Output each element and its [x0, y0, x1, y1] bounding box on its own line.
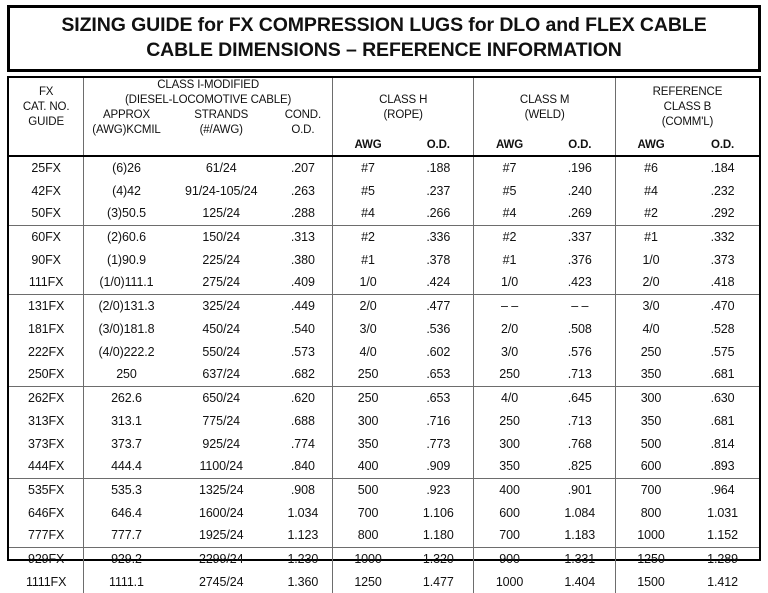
cell-class-h-od: 1.477 [403, 570, 474, 593]
cell-class-h-awg: 2/0 [332, 294, 403, 317]
cell-class-b-od: .470 [686, 294, 759, 317]
cell-approx-kcmil: 250 [84, 363, 169, 386]
cell-catalog-number: 313FX [9, 409, 84, 432]
cell-class-h-awg: 1250 [332, 570, 403, 593]
cell-class-h-od: .188 [403, 156, 474, 179]
header-spacer-strands [169, 138, 274, 156]
table-row [9, 455, 759, 478]
header-catalog-number [9, 78, 84, 139]
cell-class-b-od: 1.412 [686, 570, 759, 593]
header-spacer-cond [274, 138, 333, 156]
title-line-2: CABLE DIMENSIONS – REFERENCE INFORMATION [14, 38, 754, 63]
cell-conductor-od: .774 [274, 432, 333, 455]
header-class-m-awg: AWG [474, 138, 545, 156]
header-class-h-title: CLASS H [333, 93, 473, 108]
cell-class-m-od: .901 [545, 478, 616, 501]
header-spacer-approx [84, 138, 169, 156]
cell-conductor-od: .313 [274, 225, 333, 248]
table-header [9, 78, 759, 157]
cell-class-m-od: .423 [545, 271, 616, 294]
cell-strands: 2745/24 [169, 570, 274, 593]
cell-class-m-awg: 3/0 [474, 340, 545, 363]
cell-catalog-number: 262FX [9, 386, 84, 409]
header-class-b-l1: REFERENCE [616, 85, 759, 100]
cell-class-m-od: .713 [545, 409, 616, 432]
cell-catalog-number: 131FX [9, 294, 84, 317]
cell-catalog-number: 50FX [9, 202, 84, 225]
cell-class-m-awg: #5 [474, 179, 545, 202]
cell-class-b-awg: 500 [615, 432, 686, 455]
header-strands-l1: STRANDS [169, 108, 274, 123]
cell-class-h-od: .336 [403, 225, 474, 248]
cell-class-b-awg: 3/0 [615, 294, 686, 317]
header-conductor-od [274, 108, 333, 138]
cell-approx-kcmil: 444.4 [84, 455, 169, 478]
cell-class-b-od: .630 [686, 386, 759, 409]
cell-class-m-od: .376 [545, 248, 616, 271]
cell-class-b-awg: 1000 [615, 524, 686, 547]
cell-catalog-number: 373FX [9, 432, 84, 455]
cell-class-b-awg: 350 [615, 363, 686, 386]
cell-class-m-awg: 250 [474, 363, 545, 386]
cell-class-b-awg: 800 [615, 501, 686, 524]
cell-strands: 125/24 [169, 202, 274, 225]
header-group-row [9, 78, 759, 108]
cell-class-h-awg: 700 [332, 501, 403, 524]
cell-class-m-awg: 400 [474, 478, 545, 501]
cell-conductor-od: 1.360 [274, 570, 333, 593]
cell-class-b-awg: #1 [615, 225, 686, 248]
cell-class-b-od: .893 [686, 455, 759, 478]
cell-approx-kcmil: (3)50.5 [84, 202, 169, 225]
cell-catalog-number: 444FX [9, 455, 84, 478]
cell-catalog-number: 222FX [9, 340, 84, 363]
table-row [9, 340, 759, 363]
cell-approx-kcmil: (4/0)222.2 [84, 340, 169, 363]
cell-class-m-od: .645 [545, 386, 616, 409]
cell-catalog-number: 42FX [9, 179, 84, 202]
cell-approx-kcmil: 262.6 [84, 386, 169, 409]
cell-class-h-od: .653 [403, 363, 474, 386]
cell-class-b-awg: #6 [615, 156, 686, 179]
header-class-b-l3: (COMM'L) [616, 115, 759, 130]
cell-conductor-od: .409 [274, 271, 333, 294]
table-row [9, 156, 759, 179]
cell-class-h-awg: 250 [332, 363, 403, 386]
cell-class-m-awg: 600 [474, 501, 545, 524]
cell-class-h-awg: #5 [332, 179, 403, 202]
cell-class-m-od: .337 [545, 225, 616, 248]
table-row [9, 294, 759, 317]
header-strands-l2: (#/AWG) [169, 123, 274, 138]
header-class-i-title: CLASS I-MODIFIED [84, 78, 332, 93]
cell-class-b-awg: 600 [615, 455, 686, 478]
cell-conductor-od: 1.123 [274, 524, 333, 547]
header-class-i-subtitle: (DIESEL-LOCOMOTIVE CABLE) [84, 93, 332, 108]
cell-class-b-od: .418 [686, 271, 759, 294]
table-row [9, 363, 759, 386]
cell-class-b-od: .373 [686, 248, 759, 271]
header-class-h-od: O.D. [403, 138, 474, 156]
header-class-h-awg: AWG [332, 138, 403, 156]
cell-class-m-awg: 1/0 [474, 271, 545, 294]
cell-class-h-od: .773 [403, 432, 474, 455]
title-block [7, 5, 761, 72]
cell-conductor-od: .263 [274, 179, 333, 202]
cell-class-b-od: .232 [686, 179, 759, 202]
cell-class-h-awg: 4/0 [332, 340, 403, 363]
cell-catalog-number: 1111FX [9, 570, 84, 593]
cell-class-m-od: .768 [545, 432, 616, 455]
cell-class-h-od: 1.106 [403, 501, 474, 524]
cell-class-b-awg: 350 [615, 409, 686, 432]
table-row [9, 570, 759, 593]
table-row [9, 478, 759, 501]
cell-class-m-awg: #4 [474, 202, 545, 225]
cell-class-m-od: .576 [545, 340, 616, 363]
cell-class-b-od: 1.289 [686, 547, 759, 570]
cell-class-h-od: .424 [403, 271, 474, 294]
cell-strands: 775/24 [169, 409, 274, 432]
header-class-h-subtitle: (ROPE) [333, 108, 473, 123]
cell-strands: 150/24 [169, 225, 274, 248]
cell-strands: 1325/24 [169, 478, 274, 501]
cell-class-b-od: .964 [686, 478, 759, 501]
cell-catalog-number: 646FX [9, 501, 84, 524]
cell-conductor-od: .540 [274, 317, 333, 340]
cell-catalog-number: 60FX [9, 225, 84, 248]
header-subcolumn-row-lower [9, 138, 759, 156]
cell-catalog-number: 111FX [9, 271, 84, 294]
cell-approx-kcmil: (4)42 [84, 179, 169, 202]
cell-class-b-od: .292 [686, 202, 759, 225]
cell-class-m-od: – – [545, 294, 616, 317]
cell-conductor-od: .908 [274, 478, 333, 501]
cell-class-m-awg: 4/0 [474, 386, 545, 409]
cell-class-h-awg: 1000 [332, 547, 403, 570]
cell-conductor-od: .380 [274, 248, 333, 271]
cell-approx-kcmil: 313.1 [84, 409, 169, 432]
header-class-m-subtitle: (WELD) [474, 108, 614, 123]
cell-conductor-od: .573 [274, 340, 333, 363]
header-class-b-od: O.D. [686, 138, 759, 156]
cell-class-h-awg: 1/0 [332, 271, 403, 294]
cell-class-m-awg: 2/0 [474, 317, 545, 340]
cell-strands: 2299/24 [169, 547, 274, 570]
header-catalog-l2: CAT. NO. [9, 100, 83, 115]
cell-class-h-awg: 3/0 [332, 317, 403, 340]
cell-class-m-awg: 700 [474, 524, 545, 547]
header-strands [169, 108, 274, 138]
cell-class-h-od: .909 [403, 455, 474, 478]
cell-class-m-od: .269 [545, 202, 616, 225]
cell-class-m-awg: 250 [474, 409, 545, 432]
cell-class-m-awg: 900 [474, 547, 545, 570]
cell-conductor-od: .449 [274, 294, 333, 317]
header-group-class-i-modified [84, 78, 333, 108]
cell-class-m-awg: – – [474, 294, 545, 317]
cell-class-m-od: .825 [545, 455, 616, 478]
header-catalog-l1: FX [9, 85, 83, 100]
cell-strands: 1925/24 [169, 524, 274, 547]
table-row [9, 225, 759, 248]
cell-class-h-od: 1.320 [403, 547, 474, 570]
table-row [9, 179, 759, 202]
cell-class-m-awg: 300 [474, 432, 545, 455]
cell-class-b-awg: 300 [615, 386, 686, 409]
cell-catalog-number: 929FX [9, 547, 84, 570]
table-row [9, 432, 759, 455]
cell-approx-kcmil: 373.7 [84, 432, 169, 455]
cell-class-h-od: .923 [403, 478, 474, 501]
cell-class-h-od: 1.180 [403, 524, 474, 547]
cell-strands: 550/24 [169, 340, 274, 363]
title-line-1: SIZING GUIDE for FX COMPRESSION LUGS for DLO and FLEX CABLE [14, 13, 754, 38]
cell-class-h-awg: 800 [332, 524, 403, 547]
header-group-class-b [615, 78, 759, 139]
cell-class-h-awg: #4 [332, 202, 403, 225]
cell-approx-kcmil: 646.4 [84, 501, 169, 524]
cell-class-b-od: .332 [686, 225, 759, 248]
cell-class-b-od: .681 [686, 409, 759, 432]
cell-conductor-od: 1.230 [274, 547, 333, 570]
cell-class-h-od: .716 [403, 409, 474, 432]
cell-class-h-awg: #2 [332, 225, 403, 248]
cell-class-b-awg: #4 [615, 179, 686, 202]
cable-dimensions-table [9, 78, 759, 593]
cell-approx-kcmil: (1)90.9 [84, 248, 169, 271]
table-row [9, 271, 759, 294]
cell-conductor-od: 1.034 [274, 501, 333, 524]
cell-class-h-od: .653 [403, 386, 474, 409]
cell-class-h-awg: #7 [332, 156, 403, 179]
cell-strands: 225/24 [169, 248, 274, 271]
cell-class-h-awg: 500 [332, 478, 403, 501]
cell-class-b-awg: #2 [615, 202, 686, 225]
table-row [9, 317, 759, 340]
cell-class-m-od: .240 [545, 179, 616, 202]
cell-class-b-awg: 1/0 [615, 248, 686, 271]
cell-class-m-od: .713 [545, 363, 616, 386]
cell-class-h-awg: 250 [332, 386, 403, 409]
cell-approx-kcmil: (3/0)181.8 [84, 317, 169, 340]
table-row [9, 524, 759, 547]
header-class-b-awg: AWG [615, 138, 686, 156]
cell-approx-kcmil: 1111.1 [84, 570, 169, 593]
cell-class-h-od: .602 [403, 340, 474, 363]
cell-class-h-awg: 300 [332, 409, 403, 432]
cell-conductor-od: .620 [274, 386, 333, 409]
cell-class-m-awg: 350 [474, 455, 545, 478]
cell-conductor-od: .840 [274, 455, 333, 478]
cell-class-m-od: 1.404 [545, 570, 616, 593]
cell-strands: 325/24 [169, 294, 274, 317]
cell-approx-kcmil: 535.3 [84, 478, 169, 501]
cell-strands: 450/24 [169, 317, 274, 340]
cell-strands: 637/24 [169, 363, 274, 386]
table-row [9, 409, 759, 432]
cell-approx-kcmil: (2/0)131.3 [84, 294, 169, 317]
cell-class-b-awg: 4/0 [615, 317, 686, 340]
cell-conductor-od: .688 [274, 409, 333, 432]
cell-class-b-awg: 2/0 [615, 271, 686, 294]
cell-class-m-od: 1.183 [545, 524, 616, 547]
cell-approx-kcmil: (6)26 [84, 156, 169, 179]
cell-class-b-awg: 250 [615, 340, 686, 363]
header-class-m-od: O.D. [545, 138, 616, 156]
cell-class-m-od: 1.084 [545, 501, 616, 524]
cell-class-h-od: .237 [403, 179, 474, 202]
header-catalog-l3: GUIDE [9, 115, 83, 130]
header-cond-l2: O.D. [274, 123, 332, 138]
cell-strands: 275/24 [169, 271, 274, 294]
header-approx [84, 108, 169, 138]
cell-catalog-number: 250FX [9, 363, 84, 386]
cell-class-m-od: 1.331 [545, 547, 616, 570]
cell-class-m-awg: #2 [474, 225, 545, 248]
cell-class-m-awg: 1000 [474, 570, 545, 593]
cell-class-b-od: .681 [686, 363, 759, 386]
cell-catalog-number: 25FX [9, 156, 84, 179]
table-row [9, 248, 759, 271]
cell-strands: 91/24-105/24 [169, 179, 274, 202]
cell-class-b-od: .528 [686, 317, 759, 340]
cell-approx-kcmil: (1/0)111.1 [84, 271, 169, 294]
table-row [9, 202, 759, 225]
header-class-b-l2: CLASS B [616, 100, 759, 115]
cell-class-h-od: .266 [403, 202, 474, 225]
cell-class-b-awg: 1500 [615, 570, 686, 593]
cell-class-h-awg: 400 [332, 455, 403, 478]
cell-catalog-number: 90FX [9, 248, 84, 271]
cell-class-h-od: .378 [403, 248, 474, 271]
cell-class-h-od: .477 [403, 294, 474, 317]
cell-class-m-awg: #7 [474, 156, 545, 179]
cell-class-m-awg: #1 [474, 248, 545, 271]
cell-class-m-od: .508 [545, 317, 616, 340]
header-approx-l1: APPROX [84, 108, 168, 123]
header-spacer-catalog [9, 138, 84, 156]
cell-conductor-od: .288 [274, 202, 333, 225]
cell-strands: 1600/24 [169, 501, 274, 524]
cell-catalog-number: 181FX [9, 317, 84, 340]
specification-table-frame [7, 76, 761, 562]
cell-conductor-od: .207 [274, 156, 333, 179]
cell-class-b-od: .184 [686, 156, 759, 179]
header-approx-l2: (AWG)KCMIL [84, 123, 168, 138]
cell-strands: 1100/24 [169, 455, 274, 478]
header-class-m-title: CLASS M [474, 93, 614, 108]
cell-class-b-awg: 700 [615, 478, 686, 501]
cell-catalog-number: 777FX [9, 524, 84, 547]
cell-class-m-od: .196 [545, 156, 616, 179]
cell-class-b-awg: 1250 [615, 547, 686, 570]
cell-approx-kcmil: 777.7 [84, 524, 169, 547]
table-row [9, 501, 759, 524]
cell-approx-kcmil: 929.2 [84, 547, 169, 570]
cell-approx-kcmil: (2)60.6 [84, 225, 169, 248]
table-row [9, 386, 759, 409]
cell-strands: 925/24 [169, 432, 274, 455]
cell-class-b-od: .575 [686, 340, 759, 363]
cell-class-h-awg: 350 [332, 432, 403, 455]
header-group-class-h [332, 78, 473, 139]
cell-conductor-od: .682 [274, 363, 333, 386]
cell-strands: 650/24 [169, 386, 274, 409]
cell-class-b-od: 1.152 [686, 524, 759, 547]
cell-class-b-od: 1.031 [686, 501, 759, 524]
cell-class-h-od: .536 [403, 317, 474, 340]
header-group-class-m [474, 78, 615, 139]
cell-class-h-awg: #1 [332, 248, 403, 271]
header-cond-l1: COND. [274, 108, 332, 123]
cell-strands: 61/24 [169, 156, 274, 179]
cell-class-b-od: .814 [686, 432, 759, 455]
cell-catalog-number: 535FX [9, 478, 84, 501]
table-body [9, 156, 759, 593]
